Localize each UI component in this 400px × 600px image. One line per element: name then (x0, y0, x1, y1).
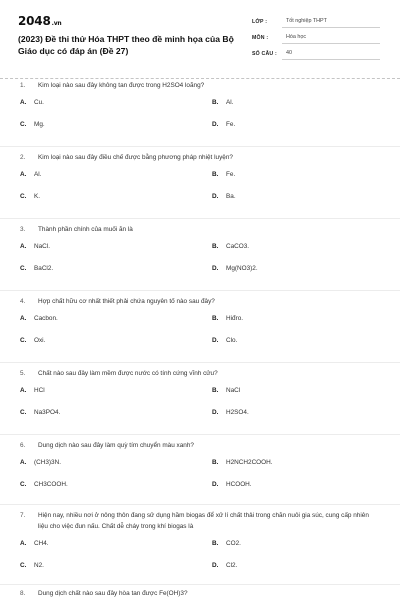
option-letter: B. (212, 459, 219, 466)
question-4 (0, 296, 400, 361)
question-options (0, 459, 400, 505)
question-text: Dung dịch nào sau đây làm quỳ tím chuyển màu xanh? (38, 442, 194, 449)
option-letter: A. (20, 171, 27, 178)
option-a[interactable] (20, 99, 44, 106)
option-b[interactable] (212, 99, 233, 106)
option-text: CO2. (226, 540, 241, 547)
option-letter: C. (20, 193, 27, 200)
option-d[interactable] (212, 337, 237, 344)
question-text: Chất nào sau đây làm mềm được nước có tính cứng vĩnh cửu? (38, 370, 218, 377)
option-c[interactable] (20, 337, 45, 344)
option-text: Oxi. (34, 337, 46, 344)
meta-class-label: LỚP : (252, 19, 268, 25)
option-text: Fe. (226, 121, 236, 128)
option-letter: D. (212, 409, 219, 416)
question-options (0, 99, 400, 145)
option-a[interactable] (20, 459, 61, 466)
question-number: 1. (20, 82, 26, 89)
option-c[interactable] (20, 409, 60, 416)
header (0, 0, 400, 78)
option-c[interactable] (20, 481, 68, 488)
question-number: 5. (20, 370, 26, 377)
question-text: Thành phần chính của muối ăn là (38, 226, 133, 233)
option-text: (CH3)3N. (34, 459, 61, 466)
option-letter: C. (20, 481, 27, 488)
option-letter: D. (212, 121, 219, 128)
question-5 (0, 368, 400, 433)
question-text: Dung dịch chất nào sau đây hòa tan được Fe(OH)3? (38, 590, 188, 597)
option-letter: A. (20, 243, 27, 250)
option-text: Mg(NO3)2. (226, 265, 258, 272)
option-a[interactable] (20, 243, 50, 250)
option-text: NaCl. (34, 243, 50, 250)
question-separator (0, 362, 400, 363)
option-text: K. (34, 193, 41, 200)
option-text: CaCO3. (226, 243, 250, 250)
meta-count-label: SỐ CÂU : (252, 51, 277, 57)
option-text: H2NCH2COOH. (226, 459, 273, 466)
question-3 (0, 224, 400, 289)
option-text: Ba. (226, 193, 236, 200)
option-text: Cacbon. (34, 315, 58, 322)
question-7 (0, 510, 400, 586)
option-letter: D. (212, 193, 219, 200)
question-options (0, 243, 400, 289)
question-6 (0, 440, 400, 505)
option-c[interactable] (20, 265, 53, 272)
option-letter: A. (20, 387, 27, 394)
question-options (0, 540, 400, 586)
option-b[interactable] (212, 315, 243, 322)
option-text: Mg. (34, 121, 45, 128)
option-letter: B. (212, 243, 219, 250)
option-letter: B. (212, 171, 219, 178)
option-b[interactable] (212, 459, 273, 466)
option-d[interactable] (212, 409, 249, 416)
question-text: Kim loại nào sau đây điều chế được bằng phương pháp nhiệt luyện? (38, 154, 233, 161)
question-separator (0, 504, 400, 505)
meta-class-row (252, 14, 380, 28)
option-letter: C. (20, 337, 27, 344)
option-c[interactable] (20, 193, 40, 200)
option-text: BaCl2. (34, 265, 54, 272)
option-text: HCl (34, 387, 45, 394)
logo-text: 2048 (18, 14, 51, 28)
logo-suffix: .vn (51, 20, 62, 27)
option-letter: B. (212, 387, 219, 394)
question-number: 7. (20, 512, 26, 519)
question-text: Kim loại nào sau đây không tan được trong H2SO4 loãng? (38, 82, 205, 89)
option-text: Al. (226, 99, 234, 106)
option-letter: B. (212, 99, 219, 106)
option-text: Fe. (226, 171, 236, 178)
option-letter: A. (20, 459, 27, 466)
meta-subject-value: Hóa học (282, 34, 380, 44)
meta-count-row (252, 46, 380, 60)
option-letter: B. (212, 540, 219, 547)
option-c[interactable] (20, 121, 45, 128)
option-letter: A. (20, 315, 27, 322)
option-a[interactable] (20, 315, 58, 322)
option-text: CH3COOH. (34, 481, 68, 488)
option-b[interactable] (212, 243, 249, 250)
meta-subject-label: MÔN : (252, 35, 269, 41)
question-options (0, 171, 400, 217)
question-text: Hợp chất hữu cơ nhất thiết phải chứa nguyên tố nào sau đây? (38, 298, 215, 305)
option-letter: C. (20, 562, 27, 569)
option-text: Hiđro. (226, 315, 244, 322)
option-letter: D. (212, 481, 219, 488)
option-text: N2. (34, 562, 44, 569)
option-letter: D. (212, 337, 219, 344)
option-d[interactable] (212, 562, 237, 569)
option-letter: C. (20, 265, 27, 272)
question-options (0, 315, 400, 361)
question-separator (0, 218, 400, 219)
option-d[interactable] (212, 265, 258, 272)
header-divider (0, 78, 400, 79)
option-d[interactable] (212, 481, 252, 488)
option-text: NaCl (226, 387, 241, 394)
option-d[interactable] (212, 121, 235, 128)
option-text: CH4. (34, 540, 49, 547)
option-letter: C. (20, 121, 27, 128)
question-number: 2. (20, 154, 26, 161)
question-text: Hiện nay, nhiều nơi ở nông thôn đang sử dụng hầm biogas để xử lí chất thải trong chăn nuôi gia súc, cung cấp nhiên liệu cho việc đun nấu. Chất dễ cháy trong khí biogas là (38, 512, 369, 530)
option-letter: D. (212, 562, 219, 569)
option-text: H2SO4. (226, 409, 249, 416)
question-2 (0, 152, 400, 217)
option-b[interactable] (212, 171, 235, 178)
question-8 (0, 588, 400, 599)
question-separator (0, 146, 400, 147)
exam-title: (2023) Đề thi thử Hóa THPT theo đề minh họa của Bộ Giáo dục có đáp án (Đề 27) (18, 34, 234, 56)
question-separator (0, 290, 400, 291)
option-letter: D. (212, 265, 219, 272)
option-text: Cl2. (226, 562, 238, 569)
option-a[interactable] (20, 387, 45, 394)
question-number: 4. (20, 298, 26, 305)
meta-class-value: Tốt nghiệp THPT (282, 18, 380, 28)
option-text: Clo. (226, 337, 238, 344)
option-a[interactable] (20, 171, 41, 178)
question-1 (0, 80, 400, 145)
option-text: HCOOH. (226, 481, 252, 488)
question-separator (0, 434, 400, 435)
option-letter: B. (212, 315, 219, 322)
exam-meta (252, 14, 380, 62)
meta-subject-row (252, 30, 380, 44)
option-text: Na3PO4. (34, 409, 61, 416)
option-d[interactable] (212, 193, 236, 200)
option-text: Al. (34, 171, 42, 178)
option-text: Cu. (34, 99, 44, 106)
option-letter: C. (20, 409, 27, 416)
question-number: 3. (20, 226, 26, 233)
option-letter: A. (20, 540, 27, 547)
question-number: 6. (20, 442, 26, 449)
question-number: 8. (20, 590, 26, 597)
option-c[interactable] (20, 562, 44, 569)
option-b[interactable] (212, 387, 240, 394)
option-letter: A. (20, 99, 27, 106)
option-a[interactable] (20, 540, 49, 547)
meta-count-value: 40 (282, 50, 380, 60)
option-b[interactable] (212, 540, 241, 547)
question-options (0, 387, 400, 433)
question-separator (0, 584, 400, 585)
